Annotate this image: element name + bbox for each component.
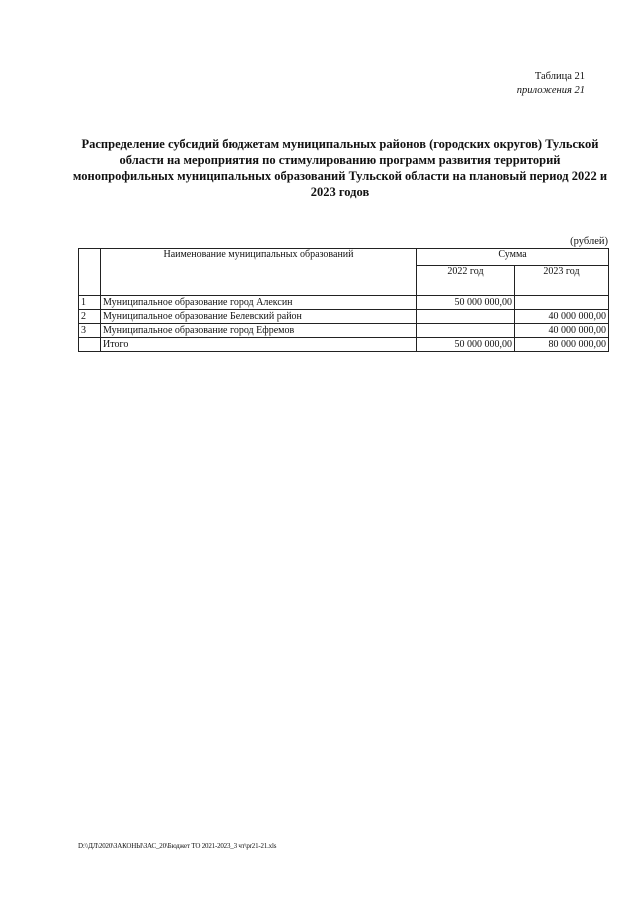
document-title: Распределение субсидий бюджетам муниципальных районов (городских округов) Тульской области на мероприятия по стимулированию программ развития территорий монопрофильных муниципальных образований Тульской области на плановый период 2022 и 2023 годов [72,137,608,199]
row-2022-value [417,324,515,338]
row-number [79,338,101,352]
name-header: Наименование муниципальных образований [101,249,417,296]
sum-header: Сумма [417,249,609,266]
table-row [79,324,609,338]
row-number: 1 [79,296,101,310]
table-number-label: Таблица 21 [534,71,585,82]
row-number: 3 [79,324,101,338]
row-2023-value [515,296,609,310]
total-2022-value: 50 000 000,00 [417,338,515,352]
row-2023-value: 40 000 000,00 [515,310,609,324]
row-2022-value: 50 000 000,00 [417,296,515,310]
year-2023-header: 2023 год [515,266,609,296]
appendix-label: приложения 21 [516,85,585,96]
row-2023-value: 40 000 000,00 [515,324,609,338]
total-label: Итого [101,338,417,352]
row-name: Муниципальное образование город Алексин [101,296,417,310]
table-row [79,296,609,310]
number-header [79,249,101,296]
row-number: 2 [79,310,101,324]
units-label: (рублей) [570,236,608,247]
subsidy-table [78,248,609,352]
total-2023-value: 80 000 000,00 [515,338,609,352]
row-2022-value [417,310,515,324]
table-row [79,310,609,324]
total-row [79,338,609,352]
row-name: Муниципальное образование город Ефремов [101,324,417,338]
table-reference [480,70,585,98]
row-name: Муниципальное образование Белевский район [101,310,417,324]
file-path-footer: D:\\ДЛ\2020\ЗАКОНЫ\ЗАС_20\Бюджет ТО 2021-2023_3 чт\pr21-21.xls [78,842,277,850]
year-2022-header: 2022 год [417,266,515,296]
